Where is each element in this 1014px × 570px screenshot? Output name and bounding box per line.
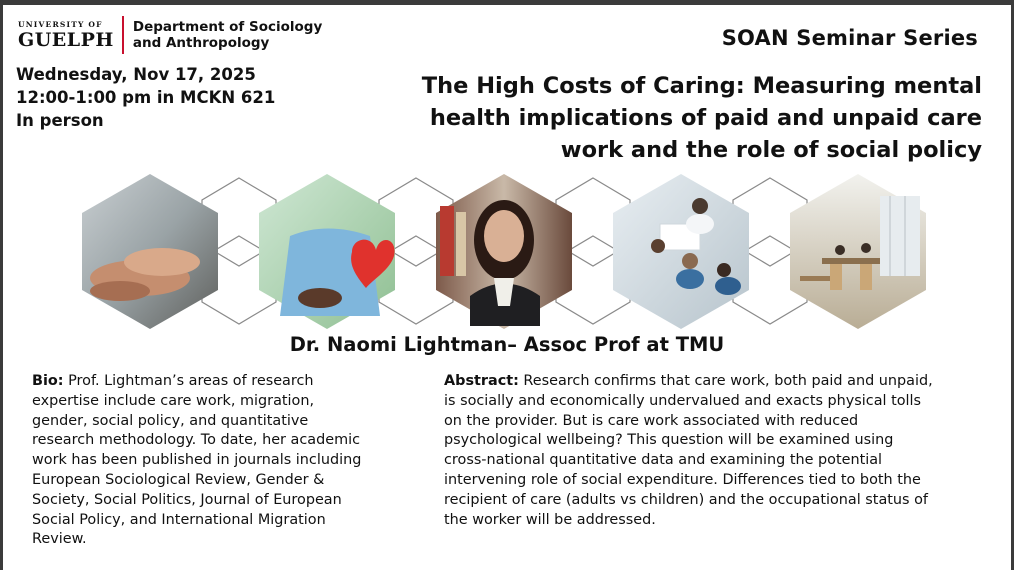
abstract-text-1: Research confirms that care work, both paid and unpaid, [518, 373, 933, 389]
abstract-label: Abstract: [444, 373, 519, 389]
abstract-line-3: on the provider. But is care work associated with reduced [444, 412, 859, 429]
talk-title [382, 70, 982, 166]
hexagon-photo-strip [0, 166, 1014, 336]
bio-text-1: Prof. Lightman’s areas of research [63, 373, 314, 389]
logo-divider [122, 16, 124, 54]
logo-university-of: UNIVERSITY OF [18, 20, 103, 29]
bio-section [32, 372, 404, 550]
bio-line-8: Social Policy, and International Migration [32, 511, 326, 528]
talk-title-line-2: health implications of paid and unpaid care [429, 105, 982, 131]
event-details [16, 63, 275, 132]
department-line-2: and Anthropology [132, 35, 270, 51]
speaker-portrait-photo [436, 174, 572, 329]
abstract-line-7: recipient of care (adults vs children) and the occupational status of [444, 491, 928, 508]
care-facility-photo [790, 174, 926, 329]
bio-line-9: Review. [32, 531, 87, 548]
bio-line-4: research methodology. To date, her academic [32, 432, 361, 449]
abstract-line-6: intervening role of social expenditure. Differences tied to both the [444, 471, 921, 488]
bio-line-3: gender, social policy, and quantitative [32, 412, 309, 429]
abstract-line-1 [444, 372, 984, 392]
speaker-name: Dr. Naomi Lightman– Assoc Prof at TMU [289, 333, 725, 356]
university-logo [18, 16, 322, 54]
heart-shirt-photo [259, 174, 395, 329]
care-team-photo [613, 174, 749, 329]
seminar-series-title: SOAN Seminar Series [721, 26, 978, 50]
logo-guelph: GUELPH [18, 29, 114, 51]
bio-line-7: Society, Social Politics, Journal of European [32, 491, 342, 508]
talk-title-line-3: work and the role of social policy [560, 137, 982, 163]
abstract-line-5: cross-national quantitative data and examining the potential [444, 452, 883, 469]
bio-label: Bio: [32, 373, 64, 389]
department-line-1: Department of Sociology [132, 19, 323, 35]
event-date: Wednesday, Nov 17, 2025 [16, 65, 256, 84]
abstract-line-4: psychological wellbeing? This question will be examined using [444, 432, 894, 449]
bio-line-2: expertise include care work, migration, [32, 392, 315, 409]
abstract-line-8: the worker will be addressed. [444, 511, 656, 528]
event-mode: In person [16, 111, 104, 130]
bio-line-6: European Sociological Review, Gender & [32, 471, 325, 488]
bio-line-5: work has been published in journals including [32, 452, 362, 469]
bio-line-1 [32, 372, 404, 392]
abstract-line-2: is socially and economically undervalued and exacts physical tolls [444, 392, 922, 409]
talk-title-line-1: The High Costs of Caring: Measuring mental [421, 73, 982, 99]
logo-wordmark [18, 20, 114, 50]
holding-hands-photo [82, 174, 218, 329]
event-time-location: 12:00-1:00 pm in MCKN 621 [16, 88, 276, 107]
window-top-border [0, 0, 1014, 5]
department-name [133, 19, 322, 51]
abstract-section [444, 372, 984, 530]
